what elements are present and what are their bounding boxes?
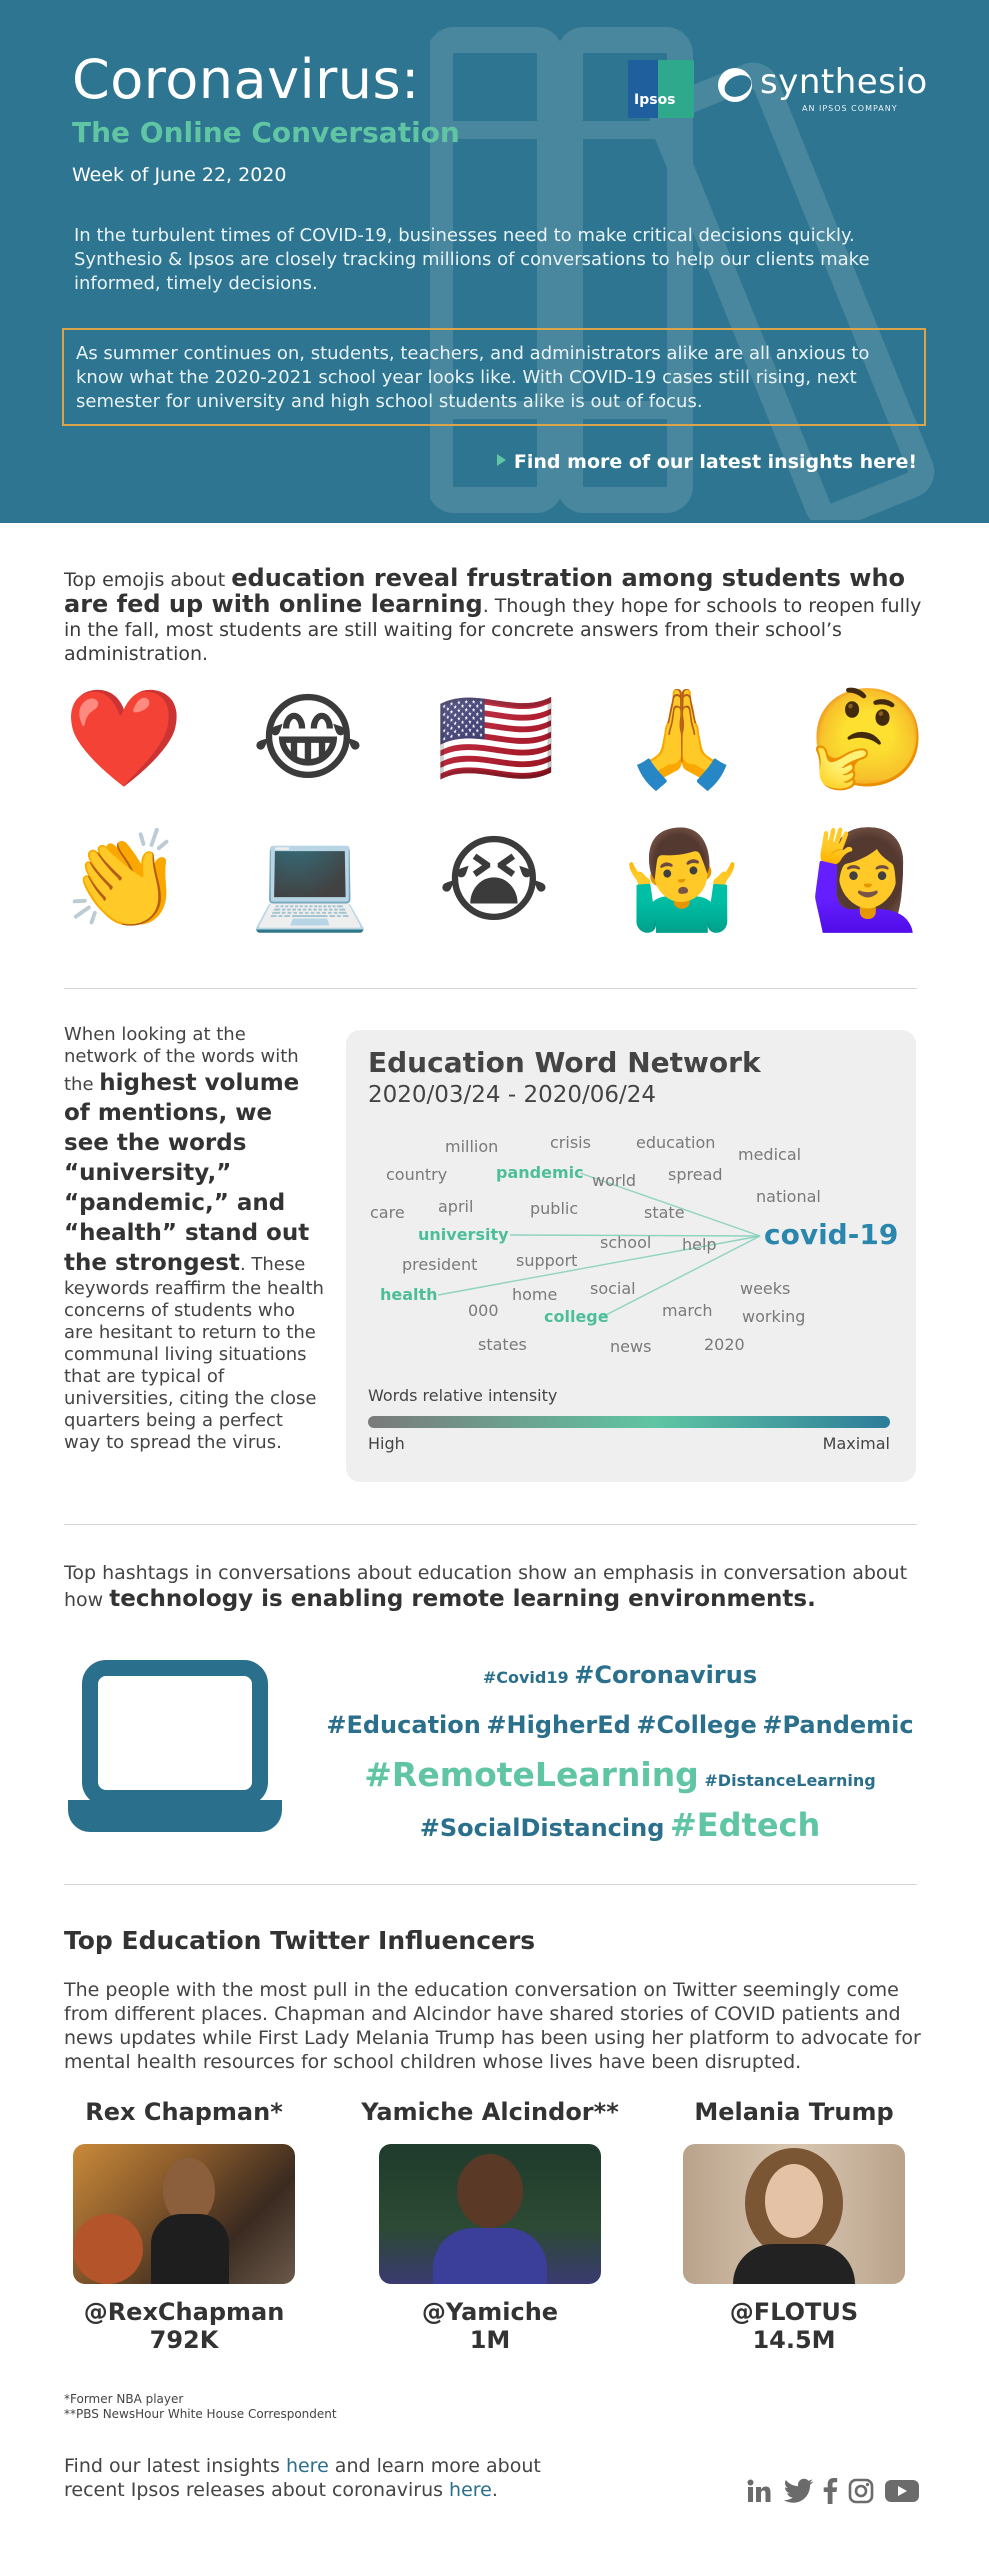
ipsos-logo-text: Ipsos bbox=[634, 92, 676, 108]
influencer-name: Melania Trump bbox=[694, 2098, 894, 2126]
wn-desc-part-1: When looking at the network of the words with the bbox=[64, 1024, 299, 1095]
hashtag-intro-text bbox=[64, 1560, 924, 1613]
highlight-box: As summer continues on, students, teachers, and administrators alike are all anxious to know what the 2020-2021 school year looks like. With COVID-19 cases still rising, next semester for university and high school students alike is out of focus. bbox=[62, 328, 926, 426]
laptop-emoji: 💻 bbox=[250, 824, 370, 936]
influencer-name: Yamiche Alcindor** bbox=[361, 2098, 619, 2126]
divider bbox=[64, 988, 917, 989]
synthesio-tagline: AN IPSOS COMPANY bbox=[802, 104, 898, 113]
wn-desc-part-2: . These keywords reaffirm the health concerns of students who are hesitant to return to the communal living situations that are typical of universities, citing the close quarters being a perfect way to spread the virus. bbox=[64, 1254, 324, 1453]
word-network-card bbox=[346, 1030, 916, 1482]
network-word: working bbox=[742, 1307, 806, 1326]
word-network-description bbox=[64, 1024, 324, 1454]
network-word: medical bbox=[738, 1145, 802, 1164]
influencers-description: The people with the most pull in the education conversation on Twitter seemingly come from different places. Chapman and Alcindor have shared stories of COVID patients and news updates while First Lady Melania Trump has been using her platform to advocate for mental health resources for school children whose lives have been disrupted. bbox=[64, 1979, 921, 2073]
face-shape bbox=[765, 2164, 823, 2238]
play-arrow-icon bbox=[497, 454, 506, 466]
network-word: national bbox=[756, 1187, 821, 1206]
influencer-followers: 1M bbox=[469, 2326, 511, 2354]
clapping-hands-emoji: 👏 bbox=[64, 824, 184, 936]
red-heart-emoji: ❤️ bbox=[64, 682, 184, 794]
word-network-dates: 2020/03/24 - 2020/06/24 bbox=[368, 1082, 657, 1108]
influencer-card[interactable] bbox=[360, 2098, 620, 2354]
network-word: crisis bbox=[550, 1133, 591, 1152]
network-word: help bbox=[682, 1235, 717, 1254]
hashtag[interactable]: #Pandemic bbox=[762, 1711, 914, 1739]
network-word: education bbox=[636, 1133, 716, 1152]
thinking-face-emoji: 🤔 bbox=[808, 682, 928, 794]
basketball-shape bbox=[73, 2214, 143, 2284]
network-word: world bbox=[592, 1171, 637, 1190]
legend-low-label: High bbox=[368, 1434, 405, 1453]
influencer-photo bbox=[683, 2144, 905, 2284]
footnotes bbox=[64, 2392, 337, 2422]
network-word: march bbox=[662, 1301, 713, 1320]
influencer-handle: @RexChapman bbox=[83, 2298, 285, 2326]
header-banner bbox=[0, 0, 989, 523]
network-word: care bbox=[370, 1203, 405, 1222]
body-shape bbox=[151, 2214, 229, 2284]
hashtag-intro-lead: Top hashtags in conversations about education show an emphasis in conversation about how bbox=[64, 1562, 908, 1611]
twitter-icon[interactable] bbox=[784, 2478, 814, 2508]
loudly-crying-emoji: 😭 bbox=[437, 824, 551, 936]
footer-text-part: Find our latest insights bbox=[64, 2455, 286, 2477]
network-word: states bbox=[478, 1335, 527, 1354]
word-network-title: Education Word Network bbox=[368, 1046, 761, 1079]
influencer-photo bbox=[379, 2144, 601, 2284]
insights-link-label: Find more of our latest insights here! bbox=[513, 451, 917, 473]
influencer-handle: @Yamiche bbox=[421, 2298, 559, 2326]
facebook-icon[interactable] bbox=[822, 2478, 838, 2508]
body-shape bbox=[733, 2244, 855, 2284]
footer-text bbox=[64, 2454, 584, 2502]
network-word: state bbox=[644, 1203, 685, 1222]
legend-high-label: Maximal bbox=[822, 1434, 890, 1453]
hashtag[interactable]: #Edtech bbox=[669, 1806, 821, 1844]
influencers-title: Top Education Twitter Influencers bbox=[64, 1926, 536, 1955]
hashtag[interactable]: #College bbox=[636, 1711, 757, 1739]
hashtag-line bbox=[300, 1750, 940, 1800]
person-shrugging-emoji: 🤷‍♂️ bbox=[622, 824, 742, 936]
emoji-intro-lead: Top emojis about bbox=[64, 569, 232, 591]
network-word: support bbox=[516, 1251, 578, 1270]
hashtag[interactable]: #Coronavirus bbox=[574, 1661, 758, 1689]
network-word: pandemic bbox=[496, 1163, 584, 1182]
word-network-graph bbox=[346, 1030, 916, 1370]
person-raising-hand-emoji: 🙋‍♀️ bbox=[808, 824, 928, 936]
network-word: home bbox=[512, 1285, 558, 1304]
page-title: Coronavirus: bbox=[72, 48, 420, 111]
influencer-name: Rex Chapman* bbox=[85, 2098, 283, 2126]
youtube-icon[interactable] bbox=[884, 2478, 920, 2508]
hashtag[interactable]: #HigherEd bbox=[486, 1711, 631, 1739]
emoji-intro-rest: . Though they hope for schools to reopen fully in the fall, most students are still waiting for concrete answers from their school’s administration. bbox=[64, 595, 922, 665]
report-week: Week of June 22, 2020 bbox=[72, 164, 287, 186]
influencer-followers: 14.5M bbox=[752, 2326, 836, 2354]
synthesio-wordmark: synthesio bbox=[760, 62, 928, 102]
intro-paragraph: In the turbulent times of COVID-19, businesses need to make critical decisions quickly. Synthesio & Ipsos are closely tracking millions of conversations to help our clients make informed, timely decisions. bbox=[74, 225, 870, 294]
network-word: country bbox=[386, 1165, 448, 1184]
divider bbox=[64, 1884, 917, 1885]
insights-link[interactable] bbox=[497, 451, 917, 473]
releases-here-link[interactable]: here bbox=[449, 2479, 492, 2501]
page-subtitle: The Online Conversation bbox=[72, 116, 460, 149]
influencer-handle: @FLOTUS bbox=[729, 2298, 859, 2326]
hashtag[interactable]: #DistanceLearning bbox=[704, 1771, 876, 1790]
folded-hands-emoji: 🙏 bbox=[622, 682, 742, 794]
intensity-gradient-bar bbox=[368, 1416, 890, 1428]
emoji-intro-bold: education reveal frustration among students who are fed up with online learning bbox=[64, 564, 906, 618]
face-shape bbox=[457, 2154, 523, 2228]
influencer-photo bbox=[73, 2144, 295, 2284]
network-word: million bbox=[445, 1137, 499, 1156]
us-flag-emoji: 🇺🇸 bbox=[436, 682, 556, 794]
network-word: news bbox=[610, 1337, 652, 1356]
hashtag[interactable]: #Education bbox=[326, 1711, 481, 1739]
network-word: 2020 bbox=[704, 1335, 745, 1354]
linkedin-icon[interactable] bbox=[746, 2478, 772, 2508]
influencer-followers: 792K bbox=[149, 2326, 219, 2354]
insights-here-link[interactable]: here bbox=[285, 2455, 329, 2477]
footer-text-part: . bbox=[491, 2479, 498, 2501]
network-word: college bbox=[544, 1307, 609, 1326]
network-word: president bbox=[402, 1255, 478, 1274]
network-word: health bbox=[380, 1285, 438, 1304]
network-word: spread bbox=[668, 1165, 723, 1184]
influencer-card[interactable] bbox=[664, 2098, 924, 2354]
hashtag-line bbox=[300, 1650, 940, 1700]
tears-of-joy-emoji: 😂 bbox=[251, 682, 365, 794]
footnote: *Former NBA player bbox=[64, 2392, 184, 2406]
legend-label: Words relative intensity bbox=[368, 1386, 558, 1405]
instagram-icon[interactable] bbox=[848, 2478, 874, 2508]
network-word: school bbox=[600, 1233, 652, 1252]
ipsos-logo[interactable] bbox=[628, 60, 694, 118]
hashtag[interactable]: #SocialDistancing bbox=[419, 1814, 665, 1842]
network-word: university bbox=[418, 1225, 509, 1244]
footer-text-part: and learn more about recent Ipsos releases about coronavirus bbox=[64, 2455, 541, 2501]
emoji-intro-text bbox=[64, 566, 924, 666]
network-word: public bbox=[530, 1199, 579, 1218]
network-word: april bbox=[438, 1197, 474, 1216]
hashtag-line bbox=[300, 1800, 940, 1850]
ipsos-logo-accent bbox=[658, 60, 694, 118]
network-word: 000 bbox=[468, 1301, 499, 1320]
social-links bbox=[746, 2478, 922, 2508]
hashtag-cloud bbox=[300, 1650, 940, 1850]
hashtag-line bbox=[300, 1700, 940, 1750]
network-word: covid-19 bbox=[764, 1218, 899, 1251]
body-shape bbox=[433, 2228, 547, 2284]
influencer-card[interactable] bbox=[54, 2098, 314, 2354]
network-word: social bbox=[590, 1279, 636, 1298]
hashtag[interactable]: #RemoteLearning bbox=[364, 1755, 699, 1794]
footnote: **PBS NewsHour White House Correspondent bbox=[64, 2407, 337, 2421]
network-word: weeks bbox=[740, 1279, 791, 1298]
laptop-icon bbox=[64, 1660, 286, 1836]
divider bbox=[64, 1524, 917, 1525]
hashtag-intro-bold: technology is enabling remote learning environments. bbox=[109, 1586, 816, 1612]
wn-desc-bold: highest volume of mentions, we see the words “university,” “pandemic,” and “health” stand out the strongest bbox=[64, 1070, 310, 1276]
hashtag[interactable]: #Covid19 bbox=[482, 1668, 569, 1687]
